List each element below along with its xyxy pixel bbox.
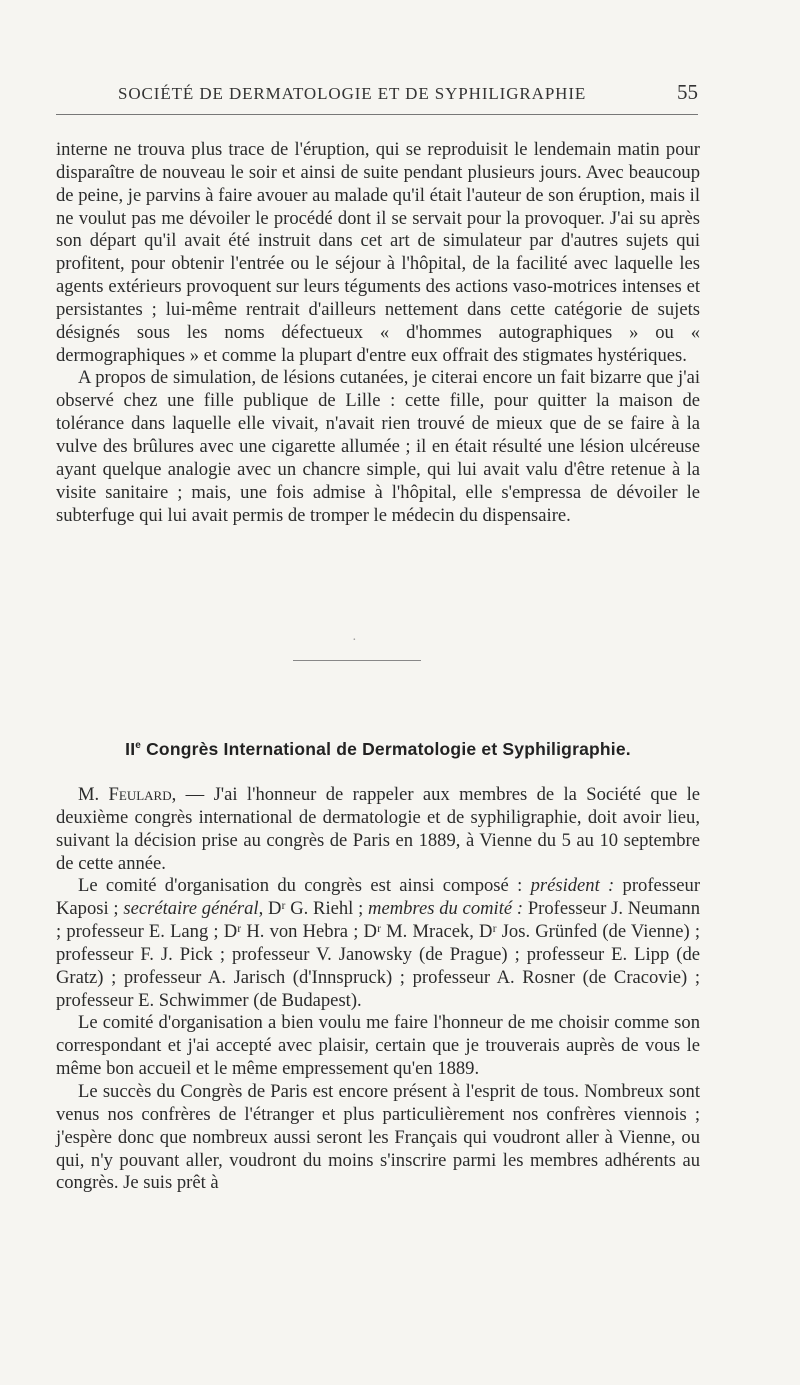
paragraph-comite	[56, 875, 700, 1012]
paragraph-succes: Le succès du Congrès de Paris est encore présent à l'esprit de tous. Nombreux sont venus nos confrères de l'étranger et plus particulièrement nos confrères viennois ; j'espère donc que nombreux aussi seront les Français qui voudront aller à Vienne, ou qui, n'y pouvant aller, voudront du moins s'inscrire parmi les membres adhérents au congrès. Je suis prêt à	[56, 1080, 700, 1194]
comite-text-b: professeur Kaposi ;	[56, 875, 701, 920]
paragraph-feulard	[56, 784, 700, 875]
speaker-name: Feulard	[108, 784, 172, 805]
paragraph-eruption: interne ne trouva plus trace de l'éruption, qui se reproduisit le lendemain matin pour disparaître de nouveau le soir et ainsi de suite pendant plusieurs jours. Avec beaucoup de peine, je parvins à faire avouer au malade qu'il était l'auteur de son éruption, mais il ne voulut pas me dévoiler le procédé dont il se servait pour la provoquer. J'ai su après son départ qu'il avait été instruit dans cet art de simulateur par d'autres sujets qui profitent, pour obtenir l'entrée ou le séjour à l'hôpital, de la facilité avec laquelle les agents extérieurs provoquent sur leurs téguments des actions vaso-motrices intenses et persistantes ; lui-même rentrait d'ailleurs nettement dans cette catégorie de sujets désignés sous les noms défectueux « d'hommes autographiques » ou « dermographiques » et comme la plupart d'entre eux offrait des stigmates hystériques.	[56, 139, 700, 366]
running-title: SOCIÉTÉ DE DERMATOLOGIE ET DE SYPHILIGRAPHIE	[118, 84, 587, 103]
comite-text-a: Le comité d'organisation du congrès est ainsi composé :	[78, 875, 531, 897]
page-header	[56, 78, 698, 115]
paragraph-correspondant: Le comité d'organisation a bien voulu me faire l'honneur de me choisir comme son correspondant et j'ai accepté avec plaisir, certain que je trouverais auprès de vous le même bon accueil et le même empressement qu'en 1889.	[56, 1012, 700, 1080]
section-heading	[56, 739, 700, 760]
paragraph-simulation: A propos de simulation, de lésions cutanées, je citerai encore un fait bizarre que j'ai observé chez une fille publique de Lille : cette fille, pour quitter la maison de tolérance dans laquelle elle vivait, n'avait rien trouvé de mieux que de se faire à la vulve des brûlures avec une cigarette allumée ; il en était résulté une lésion ulcéreuse ayant quelque analogie avec un chancre simple, qui lui avait valu d'être retenue à la visite sanitaire ; mais, une fois admise à l'hôpital, elle s'empressa de dévoiler le subterfuge qui lui avait permis de tromper le médecin du dispensaire.	[56, 367, 700, 526]
label-secretaire: secrétaire général	[123, 898, 259, 920]
comite-text-d: Professeur J. Neumann ; professeur E. Lang ; Dʳ H. von Hebra ; Dʳ M. Mracek, Dʳ Jos. Grünfed (de Vienne) ; professeur F. J. Pick ; professeur V. Janowsky (de Prague) ; professeur E. Lipp (de Gratz) ; professeur A. Jarisch (d'Innspruck) ; professeur A. Rosner (de Cracovie) ; professeur E. Schwimmer (de Budapest).	[56, 898, 701, 1011]
label-president: président :	[530, 875, 615, 897]
section-separator	[293, 660, 421, 661]
paragraph-feulard-text: , — J'ai l'honneur de rappeler aux membres de la Société que le deuxième congrès international de dermatologie et de syphiligraphie, doit avoir lieu, suivant la décision prise au congrès de Paris en 1889, à Vienne du 5 au 10 septembre de cette année.	[56, 784, 700, 874]
continued-text-block	[56, 139, 700, 527]
congress-text-block	[56, 784, 700, 1195]
heading-superscript: e	[135, 740, 142, 752]
page-number: 55	[677, 80, 698, 104]
comite-text-c: , Dʳ G. Riehl ;	[258, 898, 369, 920]
speaker-prefix: M.	[78, 784, 109, 805]
separator-dot: ·	[352, 633, 357, 648]
label-membres: membres du comité :	[368, 898, 524, 920]
heading-title: Congrès International de Dermatologie et Syphiligraphie.	[141, 739, 631, 759]
heading-numeral: II	[125, 739, 136, 759]
